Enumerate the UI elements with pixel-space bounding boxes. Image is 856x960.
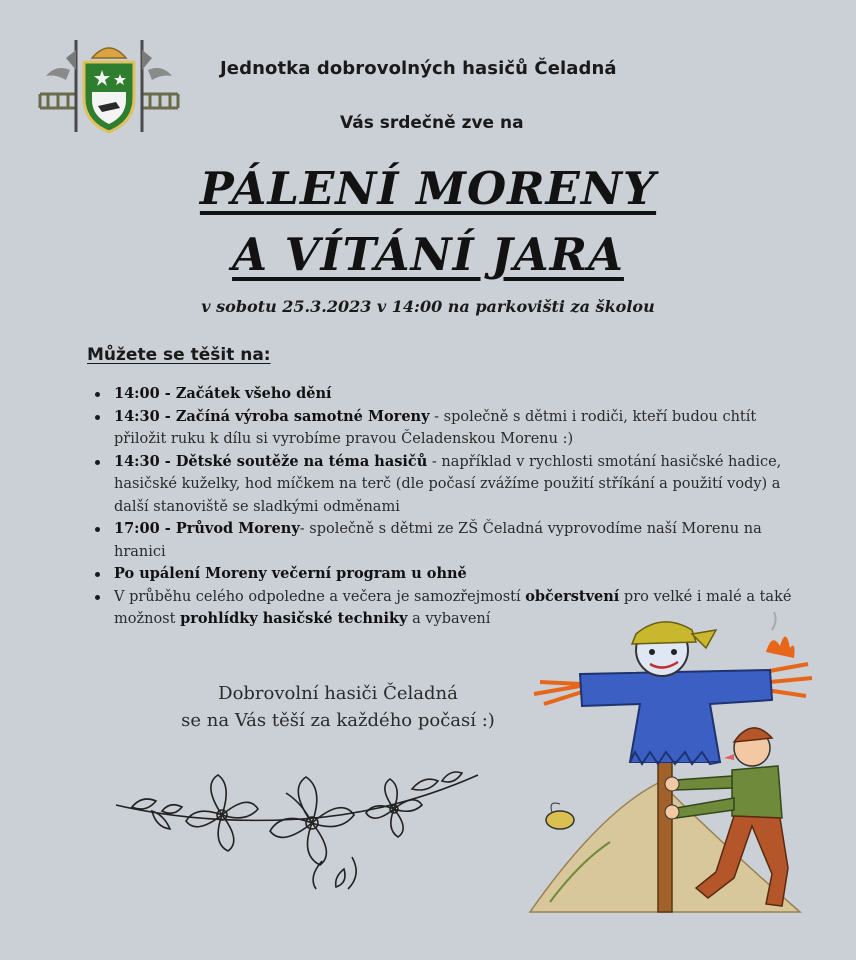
list-item — [92, 563, 792, 586]
event-title-line2: A VÍTÁNÍ JARA — [232, 228, 624, 281]
item-description: pro velké i malé a také možnost — [114, 588, 792, 627]
closing-message — [118, 680, 558, 734]
item-description: a vybavení — [407, 611, 491, 627]
item-time-label: Po upálení Moreny večerní program u ohně — [114, 565, 467, 582]
item-description: V průběhu celého odpoledne a večera je samozřejmostí — [114, 588, 526, 605]
closing-line1: Dobrovolní hasiči Čeladná — [218, 683, 458, 704]
item-time-label: 14:30 - Začíná výroba samotné Moreny — [114, 407, 430, 425]
invitation-line: Vás srdečně zve na — [340, 113, 524, 133]
item-time-label: 14:30 - Dětské soutěže na téma hasičů — [114, 452, 428, 470]
list-item — [92, 383, 792, 406]
item-time-label: 17:00 - Průvod Moreny — [114, 520, 300, 537]
item-description: - společně s dětmi ze ZŠ Čeladná vyprovodíme naší Morenu na hranici — [114, 521, 762, 560]
program-heading: Můžete se těšit na: — [87, 345, 271, 365]
event-date-place: v sobotu 25.3.2023 v 14:00 na parkovišti za školou — [201, 297, 655, 316]
morena-scarecrow-illustration — [520, 612, 840, 942]
item-description: - společně s dětmi i rodiči, kteří budou chtít přiložit ruku k dílu si vyrobíme pravou Čeladenskou Morenu :) — [114, 408, 757, 447]
item-highlight: občerstvení — [525, 587, 620, 605]
organization-name: Jednotka dobrovolných hasičů Čeladná — [220, 58, 617, 79]
fire-brigade-crest-icon — [36, 36, 182, 136]
item-description: - například v rychlosti smotání hasičské hadice, hasičské kuželky, hod míčkem na terč (dle počasí zvážíme použití stříkání a použití vody) a další stanoviště se sladkými odměnami — [114, 453, 782, 515]
item-highlight: prohlídky hasičské techniky — [180, 610, 408, 627]
flower-ornament-icon — [112, 765, 484, 895]
list-item — [92, 406, 792, 451]
list-item — [92, 451, 792, 519]
event-title-line1: PÁLENÍ MORENY — [199, 162, 657, 215]
program-list — [92, 383, 792, 631]
list-item — [92, 518, 792, 563]
closing-line2: se na Vás těší za každého počasí :) — [181, 710, 495, 731]
item-time-label: 14:00 - Začátek všeho dění — [114, 385, 332, 402]
